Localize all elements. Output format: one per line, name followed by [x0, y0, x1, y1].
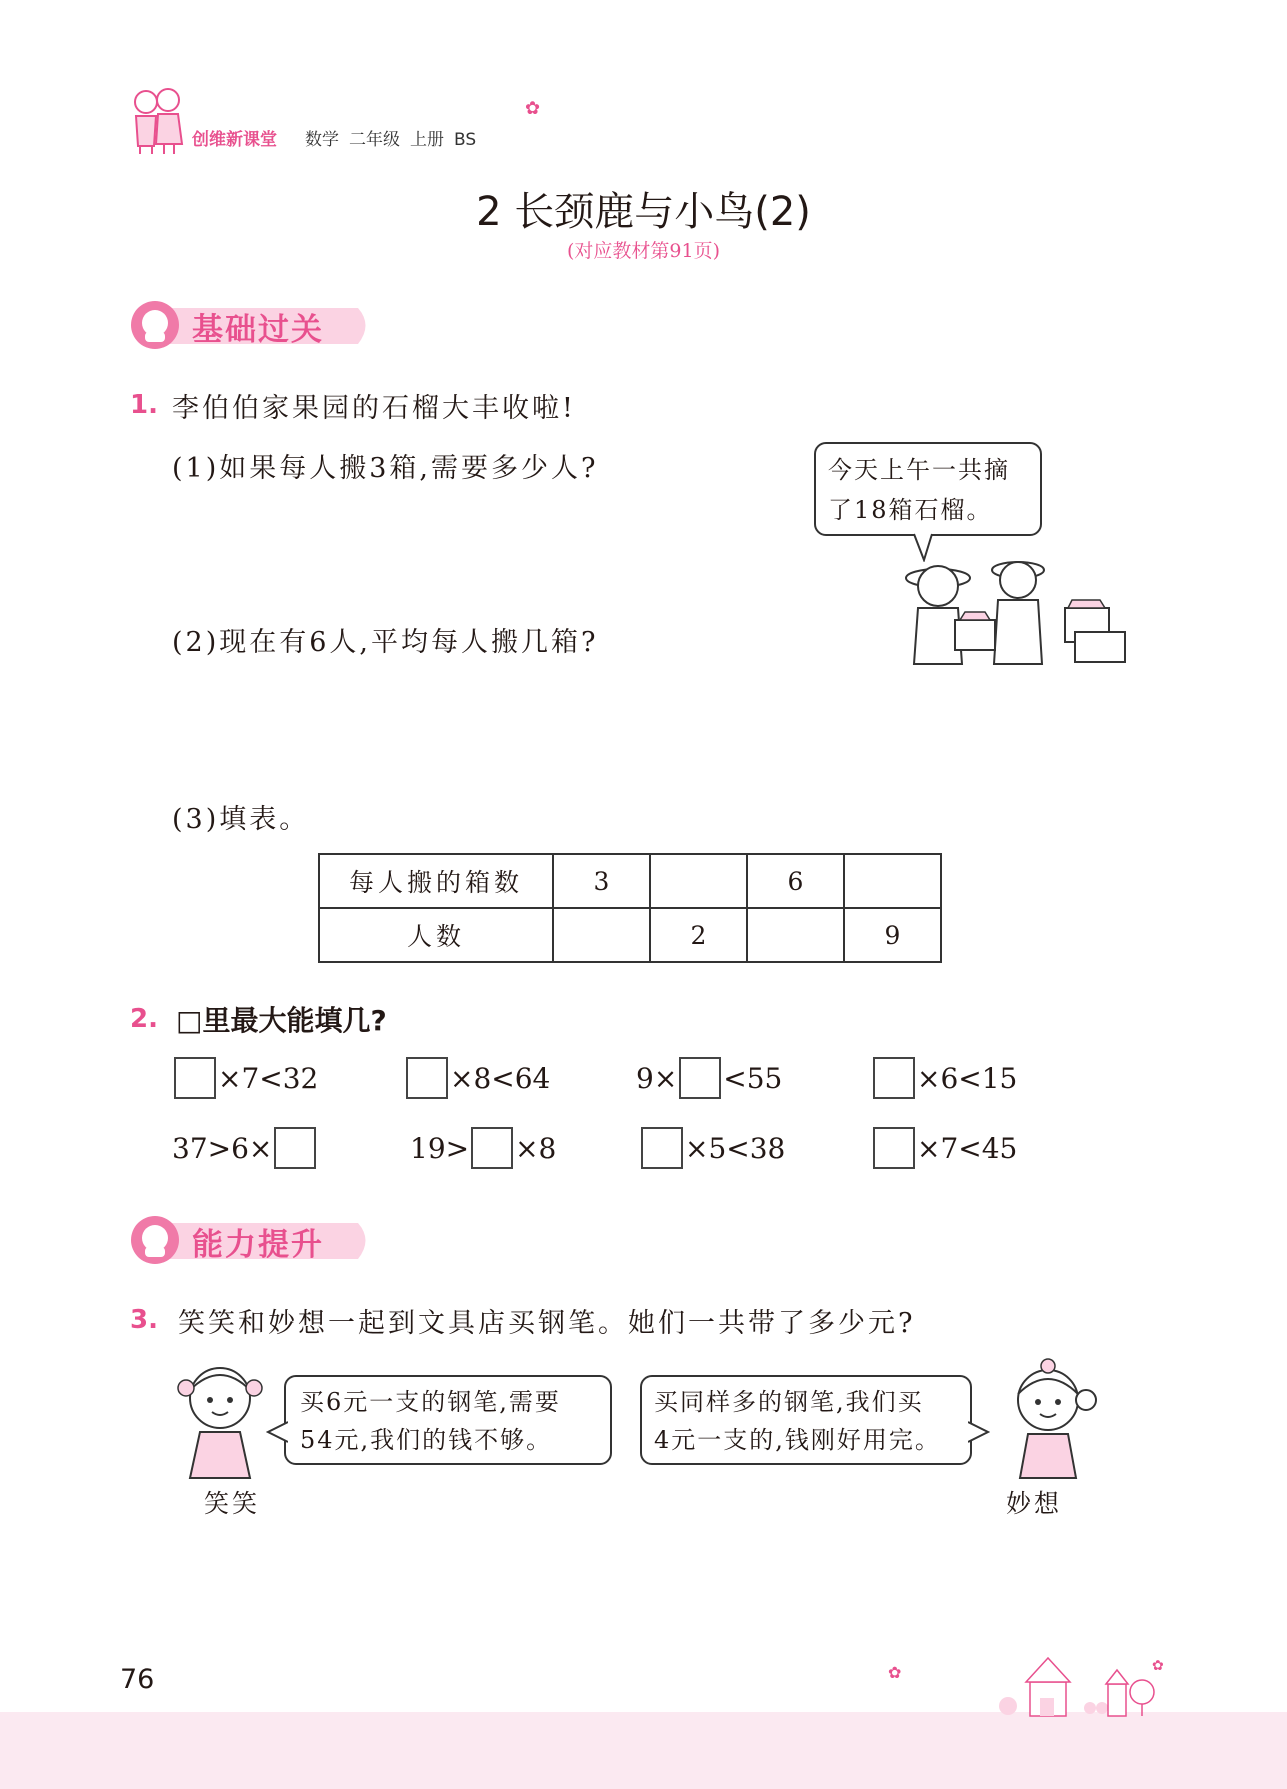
- q3-right-bubble: [640, 1375, 972, 1465]
- page-number: 76: [120, 1664, 155, 1695]
- q2-item: ×8<64: [404, 1057, 550, 1099]
- svg-text:✿: ✿: [888, 1663, 902, 1682]
- table-cell[interactable]: 2: [650, 908, 747, 962]
- q2-item: ×5<38: [639, 1127, 785, 1169]
- footer-band: [0, 1712, 1287, 1789]
- section-banner-basic: [128, 298, 373, 352]
- farmer-illustration: [900, 548, 1130, 666]
- xiaoxiao-illustration: [170, 1360, 270, 1482]
- q1-speech-bubble: [814, 442, 1042, 536]
- q3-right-bubble-line1: 买同样多的钢笔,我们买: [654, 1388, 924, 1416]
- table-cell[interactable]: 9: [844, 908, 941, 962]
- q2-item: 19> ×8: [410, 1127, 556, 1169]
- answer-box[interactable]: [174, 1057, 216, 1099]
- header-edition: BS: [454, 130, 477, 150]
- q2-item: 9× <55: [636, 1057, 782, 1099]
- miaoxiang-illustration: [992, 1358, 1104, 1482]
- header-brand: 创维新课堂: [192, 130, 277, 150]
- table-cell[interactable]: 6: [747, 854, 844, 908]
- q1-fill-table: [318, 853, 942, 963]
- q1-bubble-line2: 了18箱石榴。: [828, 496, 993, 524]
- bubble-tail: [968, 1420, 990, 1444]
- q2-number: 2.: [130, 1004, 158, 1034]
- q1-number: 1.: [130, 390, 158, 420]
- q1-bubble-line1: 今天上午一共摘: [828, 456, 1010, 484]
- table-row2-label: 人数: [319, 908, 553, 962]
- table-cell[interactable]: 3: [553, 854, 650, 908]
- xiaoxiao-name: 笑笑: [204, 1489, 261, 1518]
- answer-box[interactable]: [471, 1127, 513, 1169]
- section-banner-advanced: [128, 1213, 373, 1267]
- q2-item: ×6<15: [871, 1057, 1017, 1099]
- q1-sub3: (3)填表。: [172, 804, 310, 835]
- table-cell[interactable]: [844, 854, 941, 908]
- q2-text: □里最大能填几?: [176, 1004, 387, 1037]
- answer-box[interactable]: [873, 1127, 915, 1169]
- q3-right-bubble-line2: 4元一支的,钱刚好用完。: [654, 1426, 941, 1454]
- answer-box[interactable]: [274, 1127, 316, 1169]
- q2-item: 37>6×: [172, 1127, 318, 1169]
- lesson-subtitle: (对应教材第91页): [566, 240, 720, 262]
- answer-box[interactable]: [641, 1127, 683, 1169]
- q1-text: 李伯伯家果园的石榴大丰收啦!: [172, 393, 576, 424]
- header-info: [305, 125, 486, 150]
- table-row: [319, 908, 941, 962]
- q1-sub2: (2)现在有6人,平均每人搬几箱?: [172, 627, 599, 658]
- table-row: [319, 854, 941, 908]
- q2-item: ×7<45: [871, 1127, 1017, 1169]
- q2-item: ×7<32: [172, 1057, 318, 1099]
- table-row1-label: 每人搬的箱数: [319, 854, 553, 908]
- header-subject: 数学: [305, 130, 339, 150]
- table-cell[interactable]: [747, 908, 844, 962]
- svg-text:✿: ✿: [1152, 1658, 1164, 1674]
- q3-number: 3.: [130, 1305, 158, 1335]
- q1-sub1: (1)如果每人搬3箱,需要多少人?: [172, 453, 599, 484]
- header-volume: 上册: [410, 130, 444, 150]
- q3-left-bubble: [284, 1375, 612, 1465]
- bubble-tail: [266, 1420, 288, 1444]
- answer-box[interactable]: [406, 1057, 448, 1099]
- miaoxiang-name: 妙想: [1006, 1489, 1063, 1518]
- q3-text: 笑笑和妙想一起到文具店买钢笔。她们一共带了多少元?: [178, 1308, 916, 1339]
- answer-box[interactable]: [873, 1057, 915, 1099]
- answer-box[interactable]: [679, 1057, 721, 1099]
- footer-castle-illustration: [880, 1648, 1170, 1718]
- header-mascots: [128, 88, 188, 158]
- table-cell[interactable]: [553, 908, 650, 962]
- q3-left-bubble-line1: 买6元一支的钢笔,需要: [300, 1388, 561, 1416]
- q3-left-bubble-line2: 54元,我们的钱不够。: [300, 1426, 553, 1454]
- section-title-advanced: 能力提升: [192, 1227, 324, 1263]
- lesson-title: 2 长颈鹿与小鸟(2): [476, 189, 811, 235]
- header-flower-icon: ✿: [525, 98, 541, 119]
- table-cell[interactable]: [650, 854, 747, 908]
- header-grade: 二年级: [349, 130, 400, 150]
- section-title-basic: 基础过关: [192, 312, 324, 348]
